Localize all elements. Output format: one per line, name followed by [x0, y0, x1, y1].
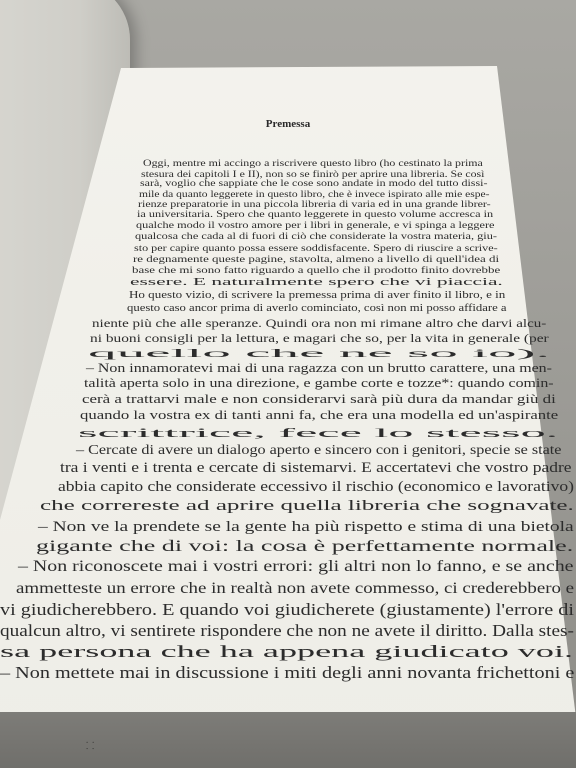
text-line: questo caso ancor prima di averlo cominciato, così non mi posso affidare a	[127, 303, 507, 314]
text-line: base che mi sono fatto riguardo a quello che il prodotto finito dovrebbe	[132, 265, 501, 276]
text-line: niente più che alle speranze. Quindi ora non mi rimane altro che darvi alcu-	[92, 317, 547, 330]
text-line: – Non riconoscete mai i vostri errori: gli altri non lo fanno, e se anche	[18, 558, 574, 575]
text-line: – Non mettete mai in discussione i miti degli anni novanta frichettoni e	[0, 663, 575, 682]
text-line: Oggi, mentre mi accingo a riscrivere questo libro (ho cestinato la prima	[143, 158, 483, 168]
text-line: Ho questo vizio, di scrivere la premessa prima di aver finito il libro, e in	[129, 290, 506, 301]
text-line: – Cercate di avere un dialogo aperto e sincero con i genitori, specie se state	[76, 442, 562, 457]
text-line: ammetteste un errore che in realtà non avete commesso, ci crederebbero e	[16, 579, 575, 597]
text-line: vi giudicherebbero. E quando voi giudicherete (giustamente) l'errore di	[0, 600, 574, 619]
text-line: abbia capito che considerate eccessivo il rischio (economico e lavorativo)	[58, 479, 574, 495]
text-line: qualcosa che cada al di fuori di ciò che considerate la vostra materia, giu-	[135, 232, 497, 242]
text-line: qualche modo il vostro amore per i libri in generale, e vi spinga a leggere	[136, 221, 495, 231]
text-line: quello che ne so io).	[88, 346, 550, 360]
text-line: stesura dei capitoli I e II), non so se finirò per aprire una libreria. Se così	[141, 169, 485, 179]
text-line: sa persona che ha appena giudicato voi.	[0, 642, 574, 661]
table-mark	[86, 738, 94, 744]
text-line: – Non ve la prendete se la gente ha più rispetto e stima di una bietola	[38, 518, 574, 535]
text-line: che correreste ad aprire quella libreria che sognavate.	[40, 498, 574, 514]
text-line: ni buoni consigli per la lettura, e magari che so, per la vita in generale (per	[90, 331, 549, 345]
text-line: talità aperta solo in una direzione, e gambe corte e tozze*: quando comin-	[84, 376, 554, 390]
text-line: ia universitaria. Spero che quanto leggerete in questo volume accresca in	[137, 210, 494, 220]
text-line: scrittrice, fece lo stesso.	[78, 425, 559, 440]
page-heading: Premessa	[265, 118, 311, 130]
text-line: quando la vostra ex di tanti anni fa, che era una modella ed un'aspirante	[80, 408, 559, 422]
text-line: essere. E naturalmente spero che vi piaccia.	[130, 277, 503, 288]
text-line: – Non innamoratevi mai di una ragazza con un brutto carattere, una men-	[86, 361, 552, 375]
text-line: qualcun altro, vi sentirete rispondere che non ne avete il diritto. Dalla stes-	[0, 621, 574, 640]
text-line: rienze preparatorie in una piccola libreria di varia ed in una grande librer-	[138, 200, 491, 210]
text-line: cerà a trattarvi male e non considerarvi sarà più dura da mandar giù di	[82, 392, 556, 406]
text-line: tra i venti e i trenta e cercate di sistemarvi. E accertatevi che vostro padre	[60, 460, 572, 476]
text-line: sarà, voglio che sappiate che le cose sono andate in modo del tutto dissi-	[140, 179, 488, 189]
text-line: mile da quanto leggerete in questo libro, che è invece ispirato alle mie espe-	[139, 190, 490, 200]
text-line: gigante che di voi: la cosa è perfettamente normale.	[36, 538, 574, 555]
text-line: re degnamente queste pagine, stavolta, almeno a livello di quell'idea di	[133, 254, 500, 265]
text-line: sto per capire quanto possa essere soddisfacente. Spero di riuscire a scrive-	[134, 243, 498, 254]
